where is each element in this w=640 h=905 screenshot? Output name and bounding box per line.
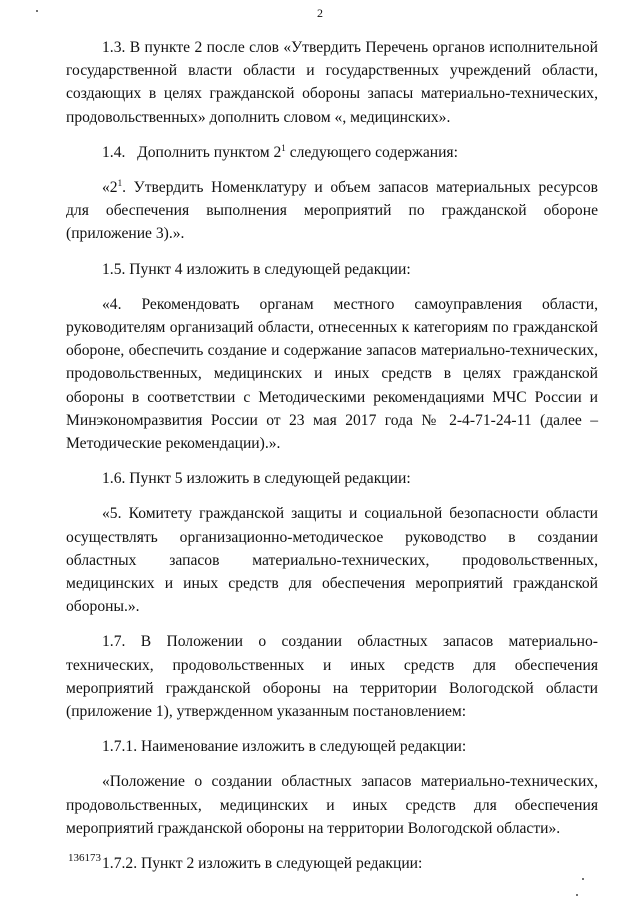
quote-2-1-start: «2	[102, 179, 118, 197]
paragraph-1-3: 1.3. В пункте 2 после слов «Утвердить Перечень органов исполнительной государственной власти области и государственных учреждений области, создающих в целях гражданской обороны запасы материально-технических, продовольственных» дополнить словом «, медицинских».	[66, 39, 598, 126]
paragraph-1-7: 1.7. В Положении о создании областных запасов материально-технических, продовольственных и иных средств для обеспечения мероприятий гражданской обороны на территории Вологодской области (приложение 1), утвержденном указанным постановлением:	[66, 633, 598, 721]
document-body	[66, 36, 598, 887]
superscript-1: 1	[281, 142, 286, 153]
quote-2-1-tail: . Утвердить Номенклатуру и объем запасов материальных ресурсов для обеспечения выполнения мероприятий по гражданской обороне (приложение 3).».	[66, 179, 598, 243]
paragraph-1-5: 1.5. Пункт 4 изложить в следующей редакции:	[102, 260, 411, 278]
paragraph-1-7-1: 1.7.1. Наименование изложить в следующей редакции:	[102, 738, 467, 756]
scan-speck	[36, 10, 38, 12]
paragraph-quote-5: «5. Комитету гражданской защиты и социальной безопасности области осуществлять организационно-методическое руководство в создании областных запасов материально-технических, продовольственных, медицинских и иных средств для обеспечения мероприятий гражданской обороны.».	[66, 505, 598, 616]
paragraph-1-7-2: 1.7.2. Пункт 2 изложить в следующей редакции:	[102, 855, 423, 873]
page-number: 2	[317, 6, 323, 20]
scan-speck	[582, 878, 584, 880]
paragraph-quote-4: «4. Рекомендовать органам местного самоуправления области, руководителям организаций области, отнесенных к категориям по гражданской обороне, обеспечить создание и содержание запасов материально-технических, продовольственных, медицинских и иных средств в целях гражданской обороны в соответствии с Методическими рекомендациями МЧС России и Минэкономразвития России от 23 мая 2017 года № 2-4-71-24-11 (далее – Методические рекомендации).».	[66, 295, 598, 453]
paragraph-1-4	[66, 141, 598, 164]
paragraph-1-4-text: 1.4. Дополнить пунктом 2	[102, 143, 282, 161]
paragraph-quote-2-1	[66, 176, 598, 246]
paragraph-1-6: 1.6. Пункт 5 изложить в следующей редакции:	[102, 470, 411, 488]
paragraph-quote-title: «Положение о создании областных запасов материально-технических, продовольственных, медицинских и иных средств для обеспечения мероприятий гражданской обороны на территории Вологодской области».	[66, 773, 598, 837]
superscript-2: 1	[117, 177, 123, 188]
scan-speck	[576, 894, 578, 896]
paragraph-1-4-tail: следующего содержания:	[285, 143, 458, 161]
document-code: 136173	[68, 852, 101, 864]
